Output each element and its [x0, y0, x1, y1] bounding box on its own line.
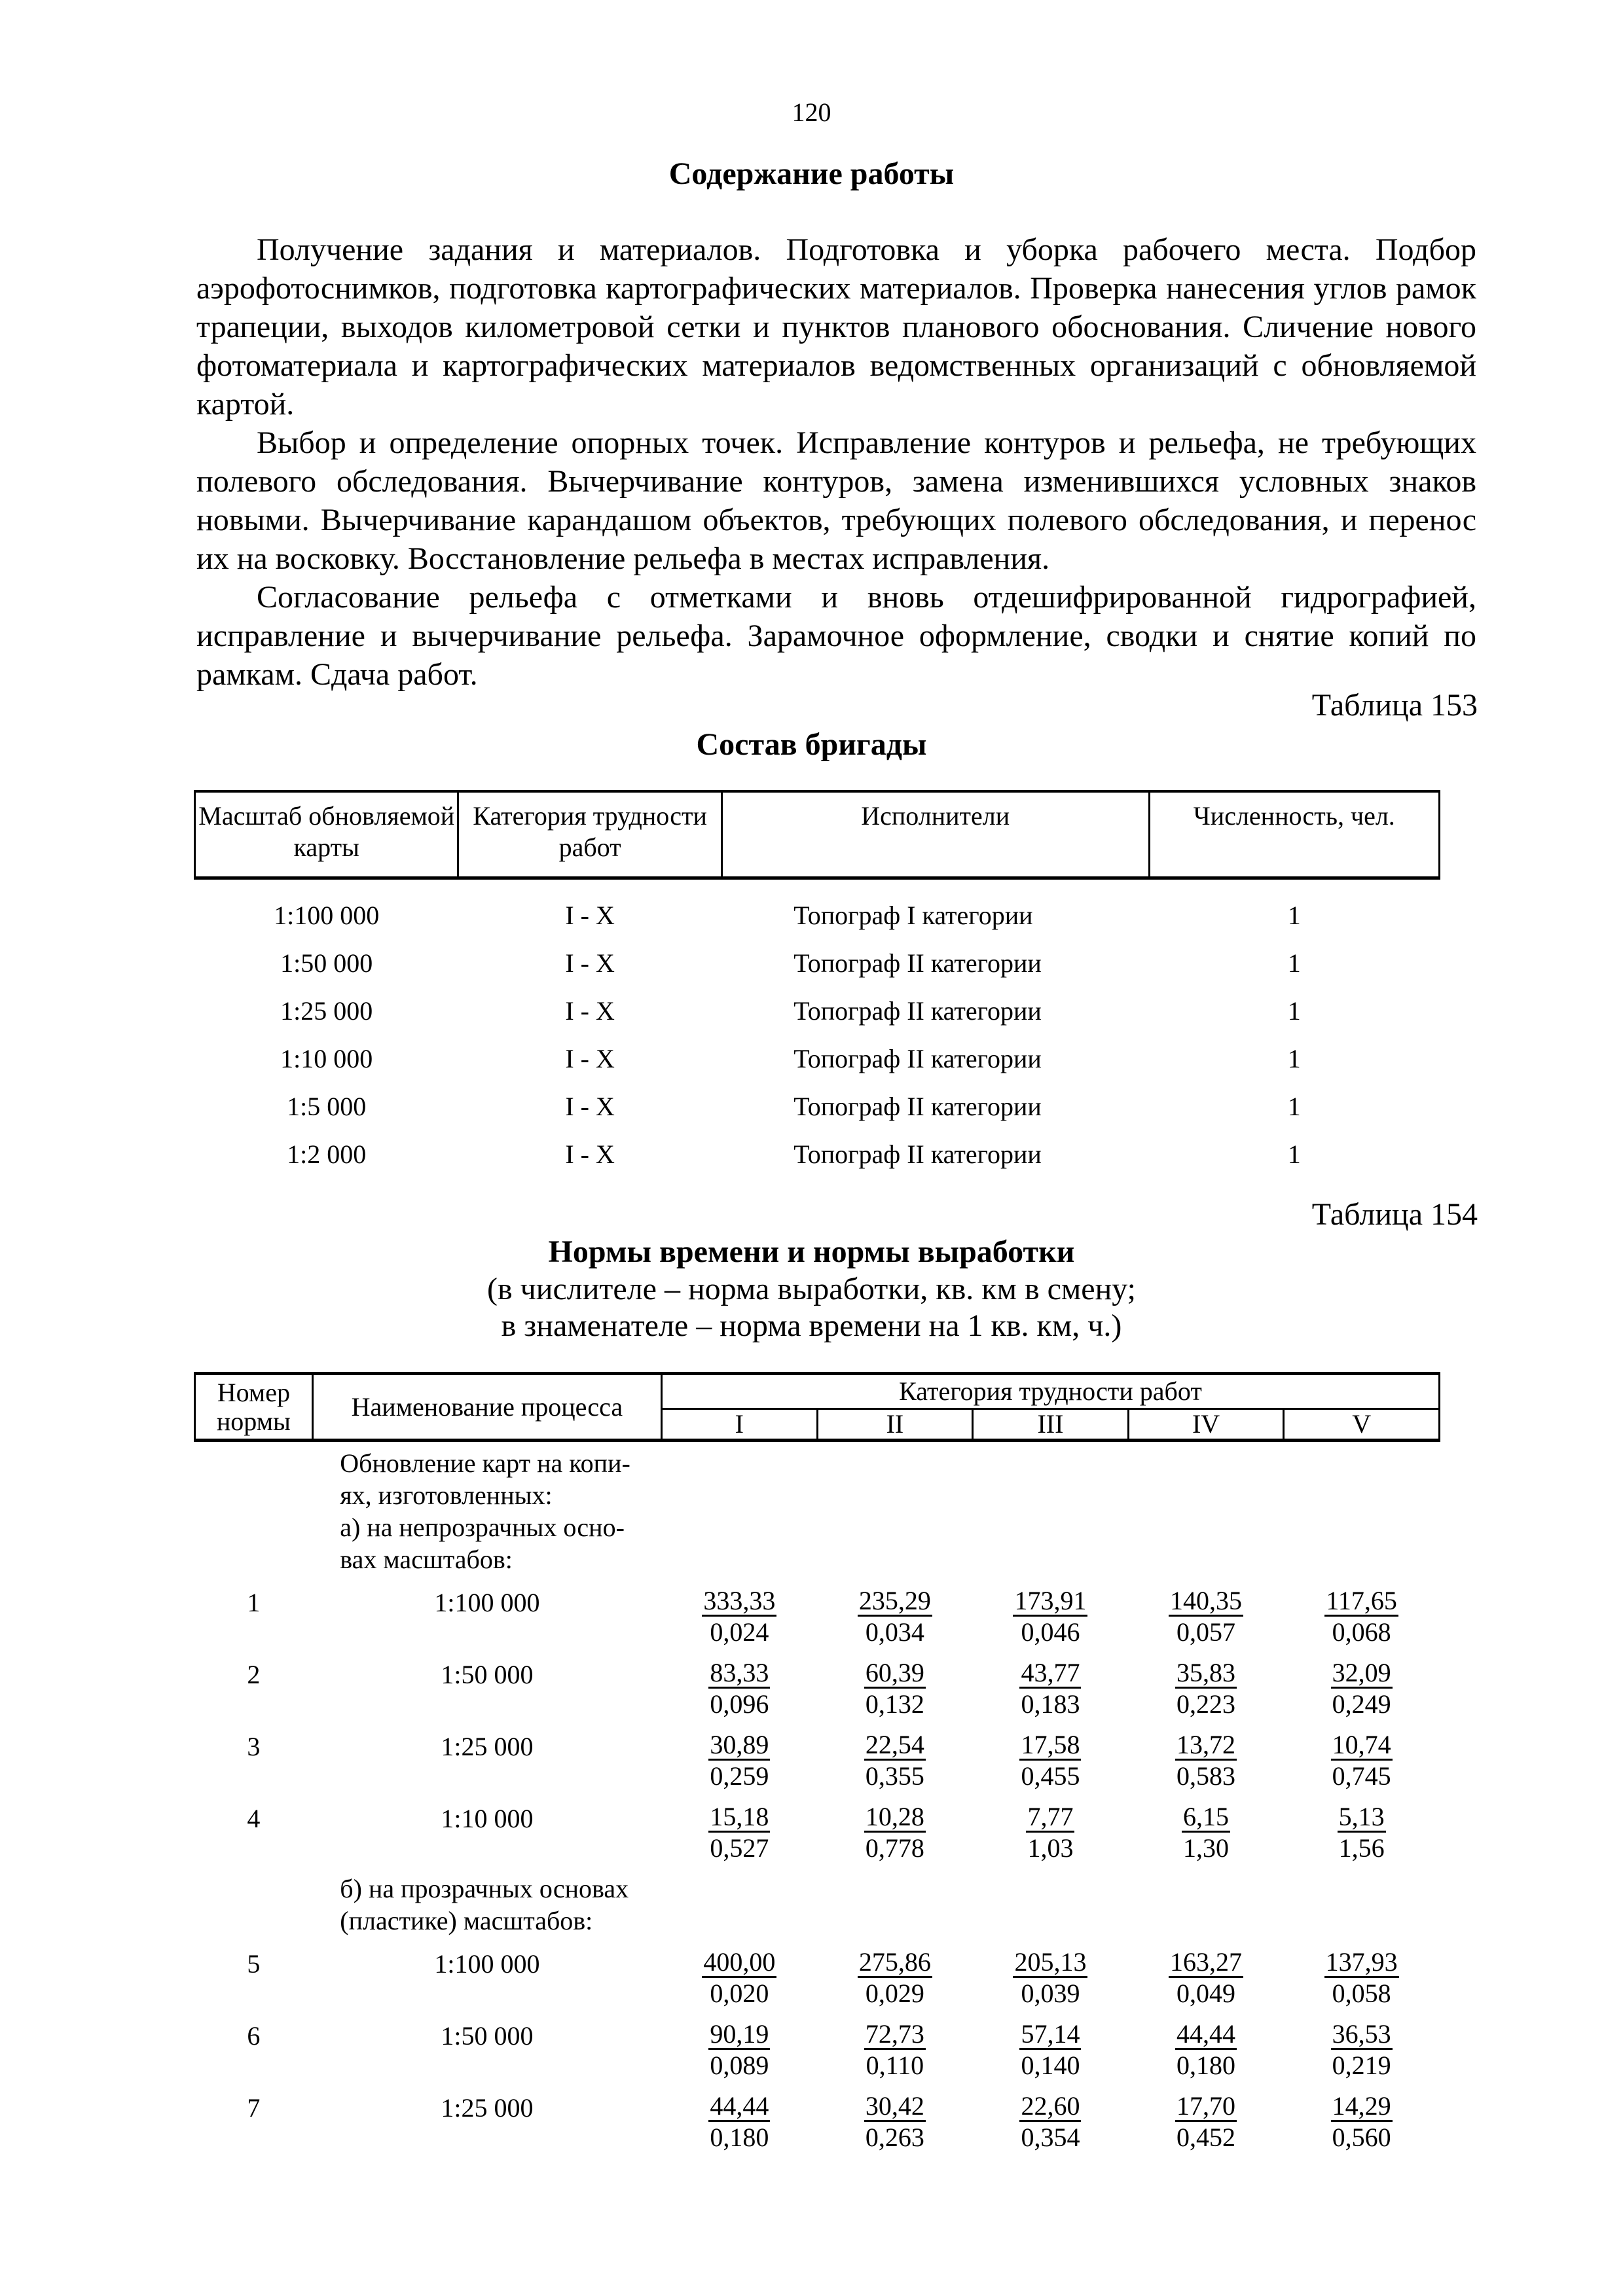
page-number: 120	[792, 98, 831, 127]
cell-norm-value	[1128, 1582, 1284, 1654]
section-label-line: а) на непрозрачных осно-	[340, 1513, 625, 1542]
section-label-line: вах масштабов:	[340, 1545, 513, 1574]
cell-norm-value	[1128, 2015, 1284, 2087]
cell-norm-value	[662, 1798, 818, 1870]
output-norm-numerator: 13,72	[1176, 1730, 1236, 1759]
norm-fraction	[1013, 1587, 1087, 1648]
cell-norm-value	[973, 2015, 1129, 2087]
cell-norm-number: 6	[247, 2021, 261, 2051]
output-norm-numerator: 83,33	[710, 1658, 769, 1687]
time-norm-denominator: 0,140	[1021, 2051, 1080, 2080]
cell-executor: Топограф I категории	[793, 901, 1033, 930]
cell-norm-value	[973, 1943, 1129, 2015]
time-norm-denominator: 0,259	[710, 1761, 769, 1791]
norm-fraction	[1019, 2092, 1081, 2153]
table-header-row	[195, 1374, 1440, 1409]
table-row	[195, 1726, 1440, 1798]
time-norm-denominator: 0,180	[710, 2123, 769, 2152]
output-norm-numerator: 10,28	[865, 1802, 924, 1831]
output-norm-numerator: 235,29	[858, 1586, 931, 1615]
output-norm-numerator: 36,53	[1332, 2019, 1391, 2049]
time-norm-denominator: 0,745	[1332, 1761, 1391, 1791]
norm-fraction	[1338, 1803, 1386, 1864]
output-norm-numerator: 275,86	[858, 1947, 931, 1977]
header-scale: Масштаб обновляемой карты	[195, 791, 458, 878]
output-norm-numerator: 173,91	[1014, 1586, 1087, 1615]
cell-norm-value	[1128, 1726, 1284, 1798]
table-header-row	[195, 791, 1440, 878]
output-norm-numerator: 30,89	[710, 1730, 769, 1759]
norm-fraction	[1324, 1587, 1398, 1648]
output-norm-numerator: 44,44	[1176, 2019, 1236, 2049]
time-norms-table	[194, 1372, 1440, 2159]
cell-headcount: 1	[1287, 948, 1301, 978]
cell-executor: Топограф II категории	[793, 1044, 1042, 1073]
cell-norm-value	[973, 2087, 1129, 2159]
output-norm-numerator: 137,93	[1325, 1947, 1398, 1977]
time-norm-denominator: 1,30	[1183, 1833, 1230, 1863]
table-153-title: Состав бригады	[696, 727, 927, 762]
table-154-title: Нормы времени и нормы выработки	[548, 1234, 1075, 1269]
header-cat-1: I	[662, 1409, 818, 1441]
cell-norm-value	[973, 1582, 1129, 1654]
output-norm-numerator: 10,74	[1332, 1730, 1391, 1759]
table-row	[195, 878, 1440, 940]
cell-process-scale: 1:50 000	[441, 2021, 534, 2051]
cell-norm-value	[662, 2015, 818, 2087]
cell-norm-number: 3	[247, 1732, 261, 1761]
time-norm-denominator: 0,089	[710, 2051, 769, 2080]
time-norm-denominator: 0,049	[1176, 1979, 1236, 2008]
norm-fraction	[1331, 2020, 1393, 2081]
norm-fraction	[864, 1731, 926, 1792]
output-norm-numerator: 17,70	[1176, 2091, 1236, 2121]
cell-norm-number: 5	[247, 1949, 261, 1979]
output-norm-numerator: 30,42	[865, 2091, 924, 2121]
cell-norm-number: 4	[247, 1804, 261, 1833]
norm-fraction	[864, 2020, 926, 2081]
norm-fraction	[708, 2020, 770, 2081]
cell-process-scale: 1:25 000	[441, 1732, 534, 1761]
cell-norm-value	[1128, 2087, 1284, 2159]
header-cat-3: III	[973, 1409, 1129, 1441]
cell-norm-value	[1128, 1654, 1284, 1726]
time-norm-denominator: 0,046	[1021, 1617, 1080, 1647]
cell-headcount: 1	[1287, 901, 1301, 930]
norm-fraction	[864, 2092, 926, 2153]
cell-headcount: 1	[1287, 1092, 1301, 1121]
cell-category: I - X	[565, 948, 615, 978]
norm-fraction	[858, 1587, 932, 1648]
time-norm-denominator: 0,452	[1176, 2123, 1236, 2152]
time-norm-denominator: 0,110	[866, 2051, 924, 2080]
header-executors: Исполнители	[721, 791, 1149, 878]
table-row	[195, 1130, 1440, 1178]
time-norm-denominator: 0,355	[865, 1761, 924, 1791]
cell-scale: 1:100 000	[274, 901, 380, 930]
paragraph: Согласование рельефа с отметками и вновь отдешифрированной гидрографией, исправление и вычерчивание рельефа. Зарамочное оформление, сводки и снятие копий по рамкам. Сдача работ.	[196, 580, 1476, 692]
cell-scale: 1:25 000	[280, 996, 373, 1026]
norm-fraction	[1324, 1948, 1399, 2009]
cell-norm-value	[817, 1798, 973, 1870]
norm-fraction	[1331, 1731, 1393, 1792]
cell-process-scale: 1:25 000	[441, 2093, 534, 2123]
header-category: Категория трудности работ	[458, 791, 721, 878]
cell-executor: Топограф II категории	[793, 1139, 1042, 1169]
norm-fraction	[702, 1587, 776, 1648]
cell-norm-value	[1284, 2015, 1440, 2087]
cell-scale: 1:2 000	[287, 1139, 367, 1169]
norm-fraction	[864, 1803, 926, 1864]
cell-norm-value	[817, 2087, 973, 2159]
norm-fraction	[1026, 1803, 1074, 1864]
output-norm-numerator: 32,09	[1332, 1658, 1391, 1687]
cell-category: I - X	[565, 1044, 615, 1073]
table-row	[195, 1582, 1440, 1654]
cell-norm-value	[662, 1943, 818, 2015]
cell-norm-value	[817, 1582, 973, 1654]
time-norm-denominator: 1,03	[1027, 1833, 1074, 1863]
output-norm-numerator: 333,33	[703, 1586, 776, 1615]
table-row	[195, 1035, 1440, 1083]
table-154-subtitle-2: в знаменателе – норма времени на 1 кв. км, ч.)	[501, 1308, 1122, 1343]
cell-norm-value	[662, 1726, 818, 1798]
header-cat-2: II	[817, 1409, 973, 1441]
norm-fraction	[1019, 1659, 1081, 1720]
cell-norm-number: 7	[247, 2093, 261, 2123]
time-norm-denominator: 0,455	[1021, 1761, 1080, 1791]
time-norm-denominator: 0,020	[710, 1979, 769, 2008]
cell-norm-value	[817, 1943, 973, 2015]
section-label-line: (пластике) масштабов:	[340, 1906, 593, 1935]
time-norm-denominator: 0,560	[1332, 2123, 1391, 2152]
table-row	[195, 2087, 1440, 2159]
cell-headcount: 1	[1287, 996, 1301, 1026]
norm-fraction	[708, 2092, 770, 2153]
norm-fraction	[1169, 1948, 1243, 2009]
cell-norm-value	[1284, 1582, 1440, 1654]
norm-fraction	[708, 1731, 770, 1792]
cell-process-scale: 1:100 000	[434, 1588, 540, 1617]
section-label	[312, 1441, 661, 1583]
section-label-row	[195, 1441, 1440, 1583]
time-norm-denominator: 0,183	[1021, 1689, 1080, 1719]
cell-executor: Топограф II категории	[793, 1092, 1042, 1121]
cell-norm-value	[817, 1726, 973, 1798]
cell-norm-value	[973, 1798, 1129, 1870]
cell-scale: 1:5 000	[287, 1092, 367, 1121]
norm-fraction	[1013, 1948, 1087, 2009]
cell-process-scale: 1:50 000	[441, 1660, 534, 1689]
output-norm-numerator: 163,27	[1170, 1947, 1243, 1977]
cell-headcount: 1	[1287, 1044, 1301, 1073]
output-norm-numerator: 57,14	[1021, 2019, 1080, 2049]
cell-norm-value	[1128, 1798, 1284, 1870]
cell-category: I - X	[565, 1092, 615, 1121]
paragraph: Получение задания и материалов. Подготовка и уборка рабочего места. Подбор аэрофотоснимков, подготовка картографических материалов. Проверка нанесения углов рамок трапеции, выходов километровой сетки и пунктов планового обоснования. Сличение нового фотоматериала и картографических материалов ведомственных организаций с обновляемой картой.	[196, 232, 1476, 422]
output-norm-numerator: 90,19	[710, 2019, 769, 2049]
norm-fraction	[1331, 1659, 1393, 1720]
norm-fraction	[864, 1659, 926, 1720]
cell-scale: 1:50 000	[280, 948, 373, 978]
output-norm-numerator: 22,54	[865, 1730, 924, 1759]
header-cat-5: V	[1284, 1409, 1440, 1441]
time-norm-denominator: 0,354	[1021, 2123, 1080, 2152]
output-norm-numerator: 117,65	[1326, 1586, 1397, 1615]
output-norm-numerator: 22,60	[1021, 2091, 1080, 2121]
cell-norm-value	[973, 1726, 1129, 1798]
cell-norm-value	[1128, 1943, 1284, 2015]
output-norm-numerator: 15,18	[710, 1802, 769, 1831]
norm-fraction	[1331, 2092, 1393, 2153]
header-cat-4: IV	[1128, 1409, 1284, 1441]
cell-norm-value	[1284, 1726, 1440, 1798]
norm-fraction	[1175, 1659, 1237, 1720]
cell-norm-value	[817, 1654, 973, 1726]
time-norm-denominator: 0,024	[710, 1617, 769, 1647]
header-difficulty-category: Категория трудности работ	[662, 1374, 1440, 1409]
time-norm-denominator: 0,057	[1176, 1617, 1236, 1647]
cell-norm-value	[817, 2015, 973, 2087]
cell-norm-value	[1284, 1943, 1440, 2015]
output-norm-numerator: 60,39	[865, 1658, 924, 1687]
header-norm-number: Номер нормы	[195, 1374, 313, 1441]
section-label-row	[195, 1870, 1440, 1943]
cell-category: I - X	[565, 1139, 615, 1169]
time-norm-denominator: 1,56	[1338, 1833, 1385, 1863]
time-norm-denominator: 0,219	[1332, 2051, 1391, 2080]
table-153-ref: Таблица 153	[1311, 688, 1478, 723]
time-norm-denominator: 0,034	[865, 1617, 924, 1647]
cell-category: I - X	[565, 901, 615, 930]
norm-fraction	[702, 1948, 776, 2009]
section-label-line: Обновление карт на копи-	[340, 1448, 630, 1478]
table-row	[195, 1083, 1440, 1130]
header-headcount: Численность, чел.	[1149, 791, 1439, 878]
output-norm-numerator: 43,77	[1021, 1658, 1080, 1687]
norm-fraction	[1175, 1731, 1237, 1792]
paragraph: Выбор и определение опорных точек. Исправление контуров и рельефа, не требующих полевого обследования. Вычерчивание контуров, замена изменившихся условных знаков новыми. Вычерчивание карандашом объектов, требующих полевого обследования, и перенос их на восковку. Восстановление рельефа в местах исправления.	[196, 425, 1476, 576]
section-title: Содержание работы	[668, 156, 955, 191]
cell-headcount: 1	[1287, 1139, 1301, 1169]
table-row	[195, 1654, 1440, 1726]
cell-process-scale: 1:10 000	[441, 1804, 534, 1833]
norm-fraction	[1175, 2092, 1237, 2153]
work-content-text	[196, 230, 1476, 694]
output-norm-numerator: 7,77	[1027, 1802, 1074, 1831]
cell-norm-value	[662, 1582, 818, 1654]
time-norm-denominator: 0,058	[1332, 1979, 1391, 2008]
section-label-line: б) на прозрачных основах	[340, 1874, 629, 1903]
output-norm-numerator: 400,00	[703, 1947, 776, 1977]
cell-executor: Топограф II категории	[793, 996, 1042, 1026]
cell-norm-value	[1284, 1798, 1440, 1870]
time-norm-denominator: 0,249	[1332, 1689, 1391, 1719]
norm-fraction	[1175, 2020, 1237, 2081]
cell-category: I - X	[565, 996, 615, 1026]
output-norm-numerator: 5,13	[1338, 1802, 1385, 1831]
cell-norm-value	[1284, 2087, 1440, 2159]
cell-norm-value	[662, 1654, 818, 1726]
output-norm-numerator: 14,29	[1332, 2091, 1391, 2121]
table-row	[195, 2015, 1440, 2087]
time-norm-denominator: 0,778	[865, 1833, 924, 1863]
norm-fraction	[708, 1803, 770, 1864]
table-row	[195, 987, 1440, 1035]
cell-norm-number: 2	[247, 1660, 261, 1689]
time-norm-denominator: 0,096	[710, 1689, 769, 1719]
time-norm-denominator: 0,132	[865, 1689, 924, 1719]
time-norm-denominator: 0,039	[1021, 1979, 1080, 2008]
cell-scale: 1:10 000	[280, 1044, 373, 1073]
cell-executor: Топограф II категории	[793, 948, 1042, 978]
time-norm-denominator: 0,068	[1332, 1617, 1391, 1647]
output-norm-numerator: 140,35	[1170, 1586, 1243, 1615]
norm-fraction	[1169, 1587, 1243, 1648]
cell-norm-value	[1284, 1654, 1440, 1726]
cell-norm-value	[662, 2087, 818, 2159]
norm-fraction	[1182, 1803, 1230, 1864]
output-norm-numerator: 17,58	[1021, 1730, 1080, 1759]
time-norm-denominator: 0,180	[1176, 2051, 1236, 2080]
table-154-ref: Таблица 154	[1311, 1197, 1478, 1232]
table-154-subtitle-1: (в числителе – норма выработки, кв. км в смену;	[487, 1272, 1136, 1306]
output-norm-numerator: 72,73	[865, 2019, 924, 2049]
cell-process-scale: 1:100 000	[434, 1949, 540, 1979]
time-norm-denominator: 0,527	[710, 1833, 769, 1863]
time-norm-denominator: 0,263	[865, 2123, 924, 2152]
time-norm-denominator: 0,583	[1176, 1761, 1236, 1791]
table-row	[195, 939, 1440, 987]
output-norm-numerator: 6,15	[1183, 1802, 1230, 1831]
output-norm-numerator: 44,44	[710, 2091, 769, 2121]
cell-norm-number: 1	[247, 1588, 261, 1617]
table-row	[195, 1943, 1440, 2015]
table-row	[195, 1798, 1440, 1870]
crew-composition-table	[194, 790, 1440, 1178]
section-label	[312, 1870, 661, 1943]
header-process-name: Наименование процесса	[312, 1374, 661, 1441]
output-norm-numerator: 35,83	[1176, 1658, 1236, 1687]
norm-fraction	[1019, 2020, 1081, 2081]
time-norm-denominator: 0,223	[1176, 1689, 1236, 1719]
time-norm-denominator: 0,029	[865, 1979, 924, 2008]
norm-fraction	[858, 1948, 932, 2009]
section-label-line: ях, изготовленных:	[340, 1480, 553, 1510]
norm-fraction	[1019, 1731, 1081, 1792]
norm-fraction	[708, 1659, 770, 1720]
cell-norm-value	[973, 1654, 1129, 1726]
output-norm-numerator: 205,13	[1014, 1947, 1087, 1977]
